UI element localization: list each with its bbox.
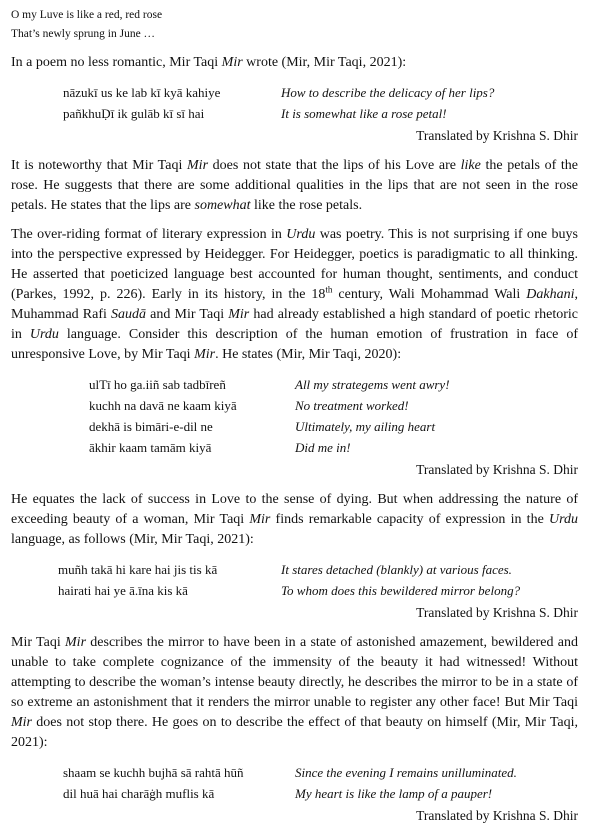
epigraph-line: That’s newly sprung in June … [11,28,156,40]
verse-block-pauper-lamp [11,762,578,804]
verse-translation-line: To whom does this bewildered mirror belong? [281,583,521,598]
verse-translation-line: My heart is like the lamp of a pauper! [295,786,493,801]
verse-translation-line: Ultimately, my ailing heart [295,419,436,434]
verse-translation-line: It stares detached (blankly) at various faces. [281,562,512,577]
verse-row [11,559,578,580]
translator-attribution: Translated by Krishna S. Dhir [416,462,578,477]
verse-urdu-line: kuchh na davā ne kaam kiyā [89,398,237,413]
verse-row [11,762,578,783]
paragraph-equates-dying: He equates the lack of success in Love to the sense of dying. But when addressing the nature of exceeding beauty of a woman, Mir Taqi Mir finds remarkable capacity of expression in the Urdu language, as follows (Mir, Mir Taqi, 2021): [11,492,579,547]
verse-row [11,82,578,103]
verse-block-mirror [11,559,578,601]
verse-translation-line: How to describe the delicacy of her lips? [281,85,495,100]
verse-urdu-line: pañkhuḌī ik gulāb kī sī hai [63,106,205,121]
verse-translation-line: No treatment worked! [295,398,409,413]
verse-urdu-line: ākhir kaam tamām kiyā [89,440,212,455]
verse-urdu-line: hairati hai ye ā.īna kis kā [58,583,188,598]
verse-translation-line: Since the evening I remains unilluminated. [295,765,517,780]
epigraph [11,6,578,44]
verse-translation-line: All my strategems went awry! [295,377,450,392]
translator-attribution: Translated by Krishna S. Dhir [416,128,578,143]
verse-row [11,783,578,804]
paragraph-noteworthy: It is noteworthy that Mir Taqi Mir does not state that the lips of his Love are like the petals of the rose. He suggests that there are some additional qualities in the lips that are not seen in the rose petals. He states that the lips are somewhat like the rose petals. [11,158,578,213]
verse-urdu-line: dil huā hai charāġh muflis kā [63,786,215,801]
verse-urdu-line: muñh takā hi kare hai jis tis kā [58,562,218,577]
paragraph-intro-couplet: In a poem no less romantic, Mir Taqi Mir wrote (Mir, Mir Taqi, 2021): [11,55,407,70]
verse-row [11,416,578,437]
verse-row [11,580,578,601]
paragraph-mirror-astonishment: Mir Taqi Mir describes the mirror to have been in a state of astonished amazement, bewildered and unable to take complete cognizance of the immensity of the beauty it had witnessed! Without attempting to describe the woman’s intense beauty directly, he describes the mirror to be in a state of so extreme an astonishment that it renders the mirror unable to register any other face! But Mir Taqi Mir does not stop there. He goes on to describe the effect of that beauty on himself (Mir, Mir Taqi, 2021): [11,635,578,750]
verse-translation-line: Did me in! [295,440,351,455]
verse-urdu-line: dekhā is bimāri-e-dil ne [89,419,213,434]
paragraph-urdu-poetry-history: The over-riding format of literary expression in Urdu was poetry. This is not surprising if one buys into the perspective expressed by Heidegger. For Heidegger, poetics is paradigmatic to all thinking. He asserted that poeticized language best accounted for human thought, sentiments, and conduct (Parkes, 1992, p. 226). Early in its history, in the 18th century, Wali Mohammad Wali Dakhani, Muhammad Rafi Saudā and Mir Taqi Mir had already established a high standard of poetic rhetoric in Urdu language. Consider this description of the human emotion of frustration in face of unresponsive Love, by Mir Taqi Mir. He states (Mir, Mir Taqi, 2020): [11,227,579,362]
translator-attribution: Translated by Krishna S. Dhir [416,605,578,620]
verse-urdu-line: ulTī ho ga.iiñ sab tadbīreñ [89,377,226,392]
verse-translation-line: It is somewhat like a rose petal! [281,106,447,121]
verse-row [11,395,578,416]
translator-attribution: Translated by Krishna S. Dhir [416,808,578,823]
verse-row [11,374,578,395]
verse-urdu-line: shaam se kuchh bujhā sā rahtā hūñ [63,765,244,780]
verse-block-rose-petal [11,82,578,124]
verse-urdu-line: nāzukī us ke lab kī kyā kahiye [63,85,221,100]
verse-block-frustration [11,374,578,458]
verse-row [11,437,578,458]
epigraph-line: O my Luve is like a red, red rose [11,9,163,21]
verse-row [11,103,578,124]
